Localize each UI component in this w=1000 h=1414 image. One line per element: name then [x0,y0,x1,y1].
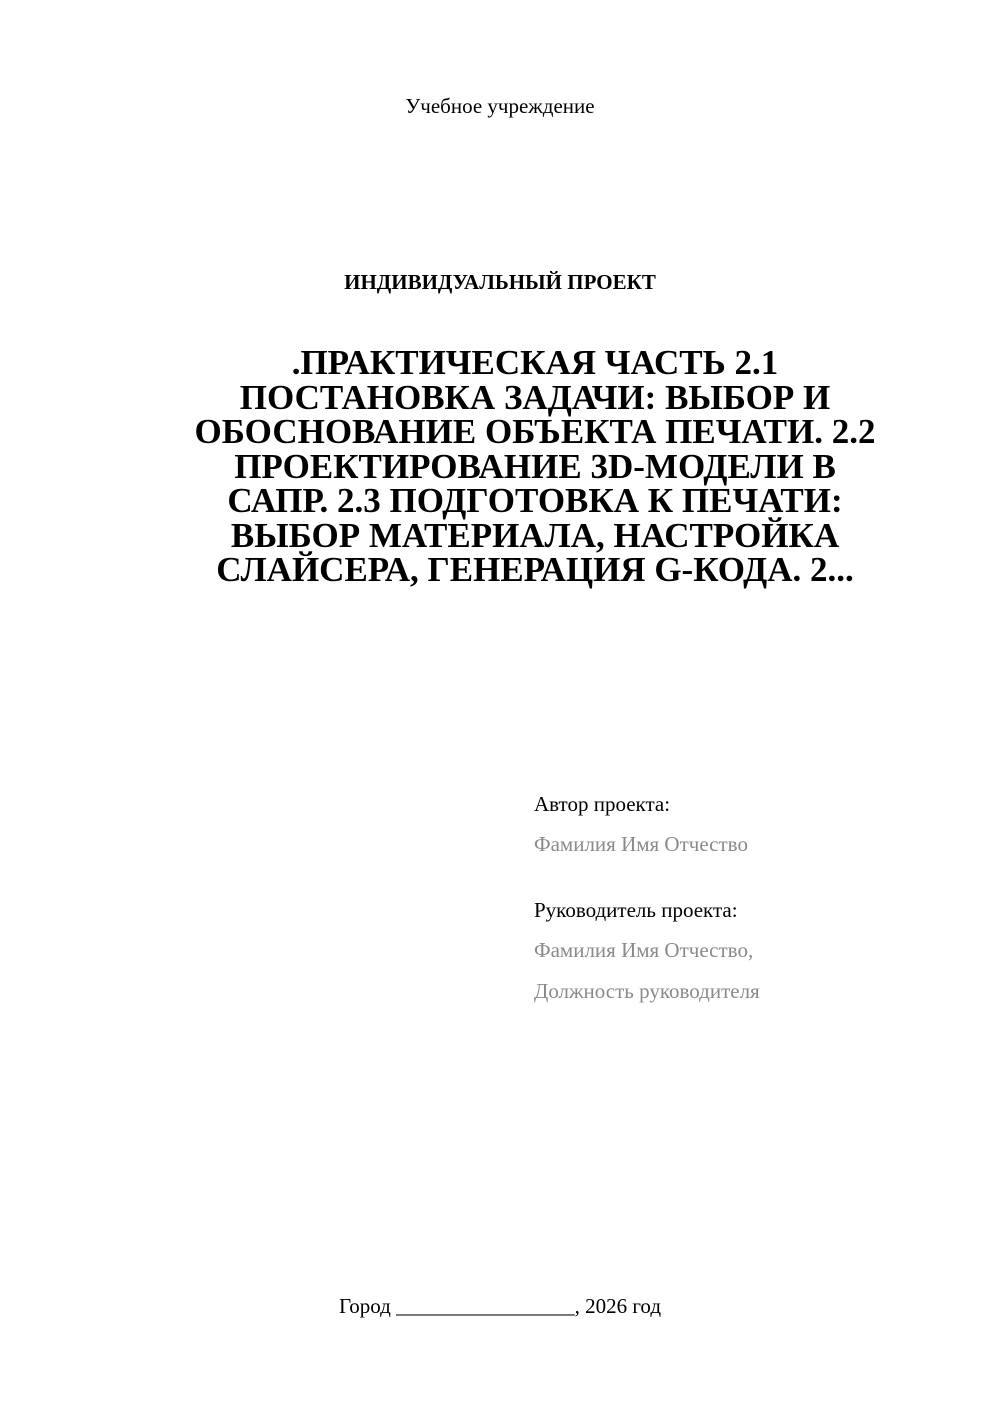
document-type: ИНДИВИДУАЛЬНЫЙ ПРОЕКТ [344,270,656,294]
title-line: ВЫБОР МАТЕРИАЛА, НАСТРОЙКА [230,515,840,555]
supervisor-position: Должность руководителя [534,979,760,1003]
city-year-line: Город _________________, 2026 год [338,1294,662,1318]
title-line: САПР. 2.3 ПОДГОТОВКА К ПЕЧАТИ: [227,481,843,520]
supervisor-name: Фамилия Имя Отчество, [534,938,754,962]
title-line: .ПРАКТИЧЕСКАЯ ЧАСТЬ 2.1 [291,343,779,382]
title-line: ПРОЕКТИРОВАНИЕ 3D-МОДЕЛИ В [234,446,836,486]
author-name: Фамилия Имя Отчество [534,832,748,856]
author-block [534,790,974,858]
title-line: ОБОСНОВАНИЕ ОБЪЕКТА ПЕЧАТИ. 2.2 [194,412,876,451]
author-label: Автор проекта: [534,792,671,816]
title-line: СЛАЙСЕРА, ГЕНЕРАЦИЯ G-КОДА. 2... [216,550,854,589]
title-line: ПОСТАНОВКА ЗАДАЧИ: ВЫБОР И [239,377,831,417]
supervisor-block [534,896,974,1005]
project-title [140,343,930,589]
institution-name: Учебное учреждение [405,94,595,118]
supervisor-label: Руководитель проекта: [534,898,738,922]
